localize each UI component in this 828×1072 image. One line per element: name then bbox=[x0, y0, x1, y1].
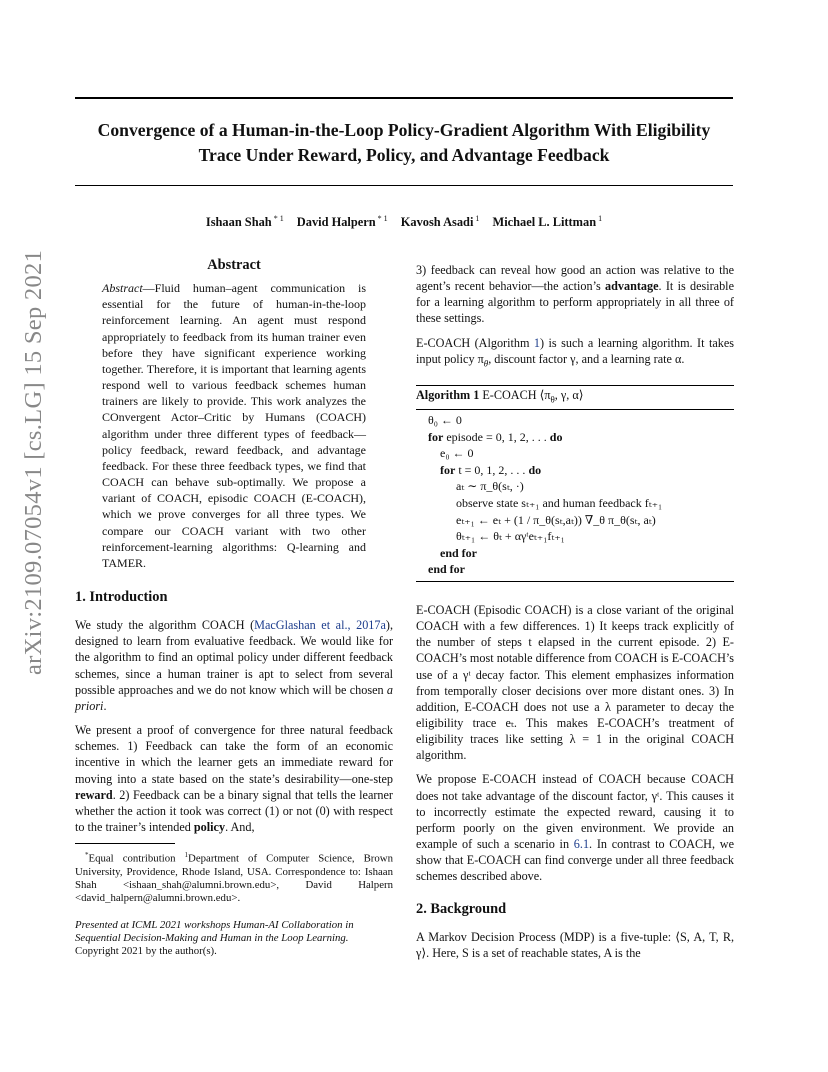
author-2: David Halpern $^{* 1}$ bbox=[296, 214, 388, 230]
title-top-rule bbox=[75, 97, 733, 99]
intro-paragraph-2: We present a proof of convergence for three natural feedback schemes. 1) Feedback can take the form of an economic incentive in which the learner gets an immediate reward for moving into a state based on the state’s desirability—one-step reward. 2) Feedback can be a binary signal that tells the learner whether the action it took was correct (1) or not (0) with respect to the trainer’s intended policy. And, bbox=[75, 723, 393, 834]
algorithm-box bbox=[416, 385, 734, 582]
author-1: Ishaan Shah $^{* 1}$ bbox=[205, 214, 284, 230]
algorithm-line: aₜ ∼ π_θ(sₜ, ·) bbox=[456, 479, 524, 494]
abstract-heading: Abstract bbox=[207, 257, 261, 273]
affiliation-footnote: *Equal contribution $^1$Department of Computer Science, Brown University, Providence, Rhode Island, USA. Correspondence to: Ishaan Shah <ishaan_shah@alumni.brown.edu>, David Halpern <david_halpern@alumni.brown.edu>. bbox=[75, 851, 393, 905]
section-ref-link[interactable]: 6.1 bbox=[573, 837, 590, 852]
intro-paragraph-4: E-COACH (Algorithm 1) is such a learning algorithm. It takes input policy $\pi_\theta$, discount factor γ, and a learning rate α. bbox=[416, 335, 734, 369]
algorithm-line: θ₀ ← 0 bbox=[428, 412, 462, 427]
algorithm-line: for t = 0, 1, 2, . . . do bbox=[440, 462, 542, 477]
algorithm-line: θₜ₊₁ ← θₜ + αγᵗeₜ₊₁fₜ₊₁ bbox=[456, 529, 565, 544]
intro-paragraph-1: We study the algorithm COACH (MacGlashan et al., 2017a), designed to learn from evaluative feedback. We would like for the algorithm to find an optimal policy under different feedback schemes, since a human trainer is apt to select from several possible approaches and we do not know which will be chosen a priori. bbox=[75, 618, 394, 713]
algorithm-line: for episode = 0, 1, 2, . . . do bbox=[428, 429, 563, 444]
introduction-section bbox=[75, 589, 393, 835]
workshop-note: Presented at ICML 2021 workshops Human-AI Collaboration in Sequential Decision-Making and Human in the Loop Learning. Copyright 2021 by the author(s). bbox=[75, 919, 354, 958]
title-bottom-rule bbox=[75, 185, 733, 186]
algorithm-line: observe state sₜ₊₁ and human feedback fₜ₊₁ bbox=[456, 495, 663, 510]
footnote-divider bbox=[75, 843, 175, 844]
paper-title: Convergence of a Human-in-the-Loop Policy-Gradient Algorithm With Eligibility Trace Under Reward, Policy, and Advantage Feedback bbox=[97, 120, 711, 165]
ecoach-paragraph-2: We propose E-COACH instead of COACH because COACH does not take advantage of the discount factor, γᵗ. This causes it to incorrectly estimate the expected reward, causing it to perform poorly on the given environment. We provide an example of such a scenario in 6.1. In contrast to COACH, we show that E-COACH can find converge under all three feedback schemes described above. bbox=[416, 772, 734, 884]
author-list bbox=[75, 214, 733, 230]
left-column bbox=[75, 257, 393, 958]
right-column bbox=[416, 262, 734, 969]
algorithm-line: end for bbox=[440, 545, 477, 560]
algorithm-line: end for bbox=[428, 562, 465, 577]
intro-paragraph-3: 3) feedback can reveal how good an action was relative to the agent’s recent behavior—the action’s advantage. It is desirable for a learning algorithm to perform appropriately in all three of these settings. bbox=[416, 263, 734, 326]
background-paragraph: A Markov Decision Process (MDP) is a five-tuple: ⟨S, A, T, R, γ⟩. Here, S is a set of reachable states, A is the bbox=[416, 929, 734, 960]
abstract-body: Abstract—Fluid human–agent communication is essential for the future of human-in-the-loop reinforcement learning. An agent must respond appropriately to feedback from its human trainer even before they have significant experience working together. Therefore, it is important that learning agents respond well to various feedback schemes human trainers are likely to provide. This work analyzes the COnvergent Actor–Critic by Humans (COACH) algorithm under three different types of feedback—policy feedback, reward feedback, and advantage feedback. For these three feedback types, we find that COACH can behave sub-optimally. We propose a variant of COACH, episodic COACH (E-COACH), which we prove converges for all three types. We compare our COACH variant with two other reinforcement-learning algorithms: Q-learning and TAMER. bbox=[102, 281, 366, 570]
ecoach-paragraph-1: E-COACH (Episodic COACH) is a close variant of the original COACH with a few differences. 1) It keeps track explicitly of the number of steps t elapsed in the current episode. 2) E-COACH’s most notable difference from COACH is E-COACH’s use of a γᵗ decay factor. This element emphasizes information from temporally closer decisions over more distant ones. 3) In addition, E-COACH does not use a λ parameter to decay the eligibility trace eₜ. This makes E-COACH’s treatment of eligibility traces like setting λ = 1 in the original COACH algorithm. bbox=[416, 602, 734, 763]
author-3: Kavosh Asadi $^1$ bbox=[400, 214, 480, 230]
algorithm-caption: Algorithm 1 E-COACH $⟨\pi_\theta$, γ, α⟩ bbox=[416, 386, 734, 410]
introduction-heading: 1. Introduction bbox=[75, 588, 168, 605]
algorithm-line: eₜ₊₁ ← eₜ + (1 / π_θ(sₜ,aₜ)) ∇_θ π_θ(sₜ, aₜ) bbox=[456, 512, 656, 527]
author-4: Michael L. Littman $^1$ bbox=[492, 214, 603, 230]
background-heading: 2. Background bbox=[416, 900, 507, 917]
algorithm-ref-link[interactable]: 1 bbox=[533, 335, 541, 350]
background-section bbox=[416, 901, 734, 961]
arxiv-identifier-stamp: arXiv:2109.07054v1 [cs.LG] 15 Sep 2021 bbox=[20, 249, 47, 675]
citation-link-macglashan[interactable]: MacGlashan et al., 2017a bbox=[254, 618, 386, 633]
algorithm-line: e₀ ← 0 bbox=[440, 446, 474, 461]
